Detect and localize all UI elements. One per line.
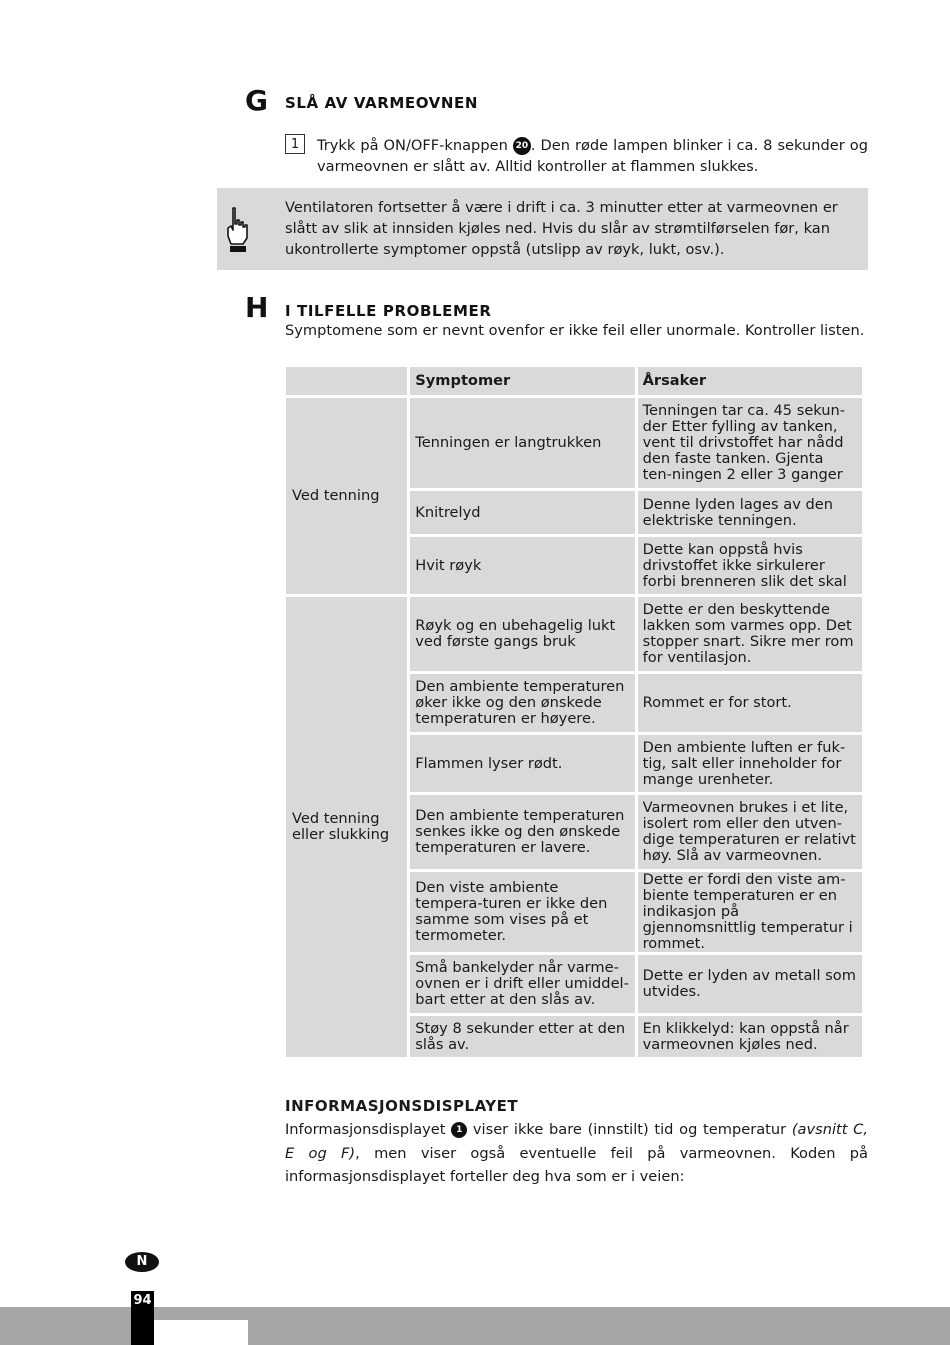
symptom-cell: Hvit røyk — [410, 537, 634, 594]
symptom-cell: Små bankelyder når varme-ovnen er i drift eller umiddel-bart etter at den slås av. — [410, 955, 634, 1013]
cause-cell: Denne lyden lages av den elektriske tenningen. — [638, 491, 862, 534]
reference-badge-20: 20 — [513, 137, 531, 155]
cause-cell: En klikkelyd: kan oppstå når varmeovnen kjøles ned. — [638, 1016, 862, 1057]
table-header-causes: Årsaker — [638, 367, 862, 395]
note-text: Ventilatoren fortsetter å være i drift i ca. 3 minutter etter at varmeovnen er slått av slik at innsiden kjøles ned. Hvis du slår av strømtilførselen før, kan ukontrollerte symptomer oppstå (utslipp av røyk, lukt, osv.). — [285, 199, 838, 258]
cause-cell: Dette kan oppstå hvis drivstoffet ikke sirkulerer forbi brenneren slik det skal — [638, 537, 862, 594]
cause-cell: Dette er den beskyttende lakken som varmes opp. Det stopper snart. Sikre mer rom for ventilasjon. — [638, 597, 862, 671]
table-header-row — [286, 367, 862, 395]
symptom-cell: Den viste ambiente tempera-turen er ikke den samme som vises på et termometer. — [410, 872, 634, 952]
group-label-ignition: Ved tenning — [286, 398, 407, 594]
table-header-symptoms: Symptomer — [410, 367, 634, 395]
page-number: 94 — [133, 1293, 152, 1308]
section-title-h: I TILFELLE PROBLEMER — [285, 302, 492, 320]
pointing-hand-icon — [225, 206, 249, 254]
cause-cell: Varmeovnen brukes i et lite, isolert rom eller den utven-dige temperaturen er relativt høy. Slå av varmeovnen. — [638, 795, 862, 869]
step-text — [317, 135, 868, 177]
symptom-cell: Tenningen er langtrukken — [410, 398, 634, 488]
cause-cell: Rommet er for stort. — [638, 674, 862, 732]
symptom-cell: Den ambiente temperaturen øker ikke og den ønskede temperaturen er høyere. — [410, 674, 634, 732]
symptom-cell: Røyk og en ubehagelig lukt ved første gangs bruk — [410, 597, 634, 671]
info-text-part-a: Informasjonsdisplayet — [285, 1121, 452, 1138]
step-text-part-a: Trykk på ON/OFF-knappen — [317, 137, 513, 154]
section-title-g: SLÅ AV VARMEOVNEN — [285, 94, 479, 112]
symptom-cell: Støy 8 sekunder etter at den slås av. — [410, 1016, 634, 1057]
section-letter-h: H — [245, 291, 269, 324]
table-header-blank — [286, 367, 407, 395]
section-letter-g: G — [245, 84, 268, 117]
footer-white-strip — [154, 1320, 248, 1345]
step-number-box: 1 — [285, 134, 305, 154]
symptom-cell: Flammen lyser rødt. — [410, 735, 634, 792]
note-box — [217, 188, 868, 270]
info-display-title: INFORMASJONSDISPLAYET — [285, 1097, 519, 1115]
step-text-part-b: . Den røde lampen blinker i ca. 8 sekunder og varmeovnen er slått av. Alltid kontroller at flammen slukkes. — [317, 137, 868, 175]
cause-cell: Den ambiente luften er fuk-tig, salt eller inneholder for mange urenheter. — [638, 735, 862, 792]
reference-badge-1: 1 — [451, 1122, 467, 1138]
problems-table — [283, 364, 865, 1060]
section-intro: Symptomene som er nevnt ovenfor er ikke feil eller unormale. Kontroller listen. — [285, 322, 865, 339]
cause-cell: Dette er lyden av metall som utvides. — [638, 955, 862, 1013]
cause-cell: Dette er fordi den viste am-biente temperaturen er en indikasjon på gjennomsnittlig temperatur i rommet. — [638, 872, 862, 952]
table-row — [286, 597, 862, 671]
symptom-cell: Den ambiente temperaturen senkes ikke og den ønskede temperaturen er lavere. — [410, 795, 634, 869]
symptom-cell: Knitrelyd — [410, 491, 634, 534]
info-text-part-b: viser ikke bare (innstilt) tid og temperatur — [467, 1121, 792, 1138]
info-text-part-c: , men viser også eventuelle feil på varmeovnen. Koden på informasjonsdisplayet forteller deg hva som er i veien: — [285, 1144, 868, 1185]
table-row — [286, 398, 862, 488]
group-label-ignition-or-shutdown: Ved tenning eller slukking — [286, 597, 407, 1057]
info-text-italic-ref: (avsnitt C, E og F) — [285, 1121, 869, 1162]
cause-cell: Tenningen tar ca. 45 sekun-der Etter fylling av tanken, vent til drivstoffet har nådd den faste tanken. Gjenta ten-ningen 2 eller 3 ganger — [638, 398, 862, 488]
info-display-text — [285, 1118, 868, 1189]
language-badge: N — [125, 1252, 159, 1272]
